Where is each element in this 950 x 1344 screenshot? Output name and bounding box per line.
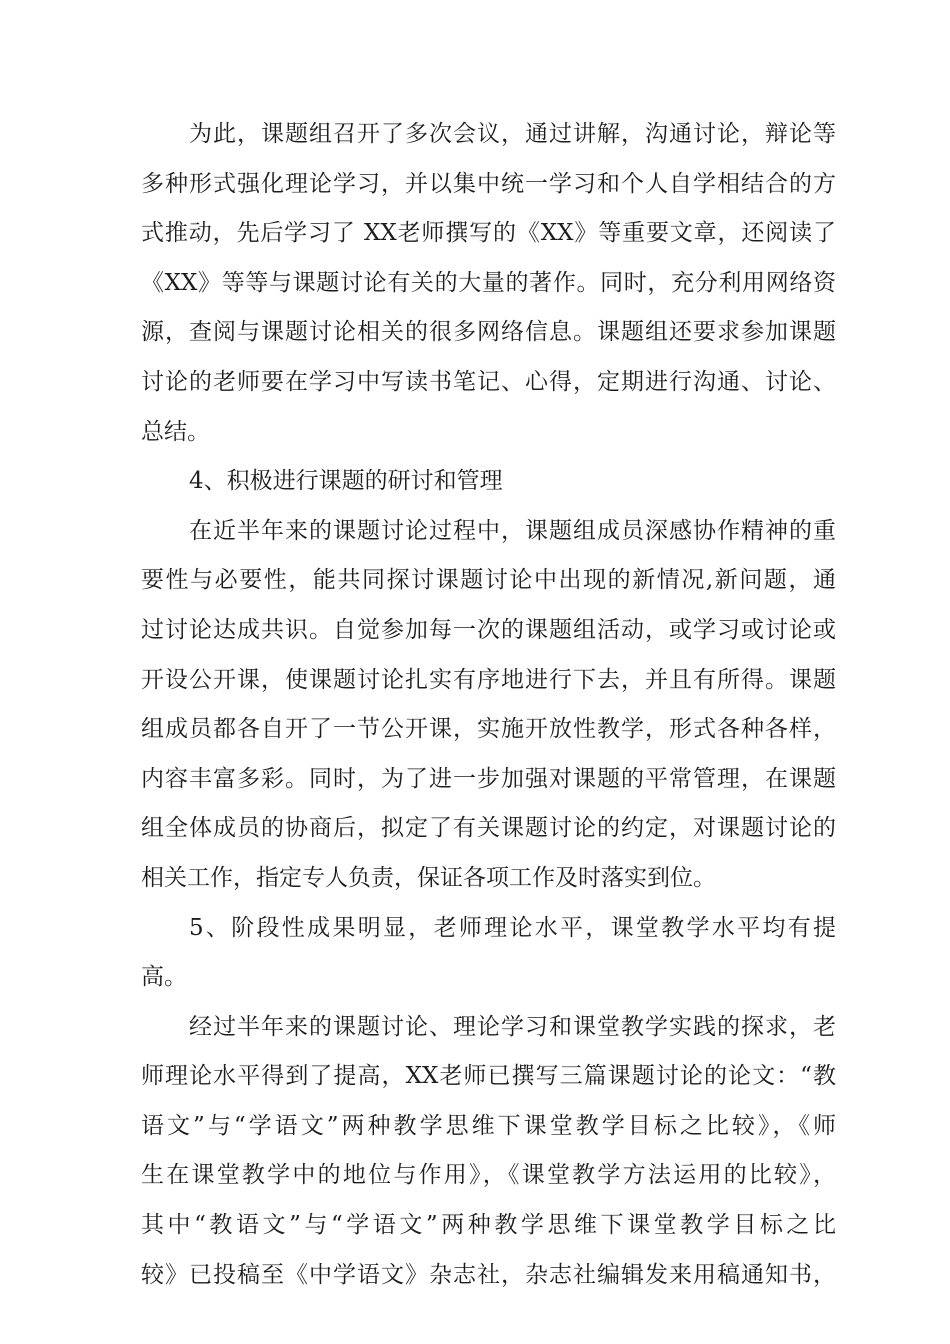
paragraph-line: 语文”与“学语文”两种教学思维下课堂教学目标之比较》，《师 [141, 1112, 836, 1139]
paragraph-line: 组成员都各自开了一节公开课，实施开放性教学，形式各种各样， [141, 716, 836, 743]
paragraph-line: 讨论的老师要在学习中写读书笔记、心得，定期进行沟通、讨论、 [141, 368, 836, 395]
section-heading: 5、阶段性成果明显，老师理论水平，课堂教学水平均有提 [189, 914, 836, 941]
paragraph-line: 总结。 [141, 418, 210, 445]
paragraph-line: 过讨论达成共识。自觉参加每一次的课题组活动，或学习或讨论或 [141, 616, 836, 643]
paragraph-line: 为此，课题组召开了多次会议，通过讲解，沟通讨论，辩论等 [189, 121, 836, 147]
paragraph-line: 师理论水平得到了提高，XX老师已撰写三篇课题讨论的论文：“教 [141, 1063, 836, 1090]
section-heading: 高。 [141, 964, 187, 991]
paragraph-line: 内容丰富多彩。同时，为了进一步加强对课题的平常管理，在课题 [141, 765, 836, 792]
body-text [141, 110, 836, 1300]
paragraph-line: 在近半年来的课题讨论过程中，课题组成员深感协作精神的重 [189, 517, 836, 544]
paragraph-line: 相关工作，指定专人负责，保证各项工作及时落实到位。 [141, 864, 716, 891]
paragraph-line: 其中“教语文”与“学语文”两种教学思维下课堂教学目标之比 [141, 1212, 836, 1239]
paragraph-line: 式推动，先后学习了 XX老师撰写的《XX》等重要文章，还阅读了 [141, 220, 836, 247]
paragraph-line: 开设公开课，使课题讨论扎实有序地进行下去，并且有所得。课题 [141, 666, 836, 693]
paragraph-line: 要性与必要性，能共同探讨课题讨论中出现的新情况,新问题，通 [141, 567, 836, 594]
paragraph-line: 经过半年来的课题讨论、理论学习和课堂教学实践的探求，老 [189, 1013, 836, 1040]
paragraph-line: 《XX》等等与课题讨论有关的大量的著作。同时，充分利用网络资 [141, 269, 836, 296]
paragraph-line: 源，查阅与课题讨论相关的很多网络信息。课题组还要求参加课题 [141, 319, 836, 346]
paragraph-line: 多种形式强化理论学习，并以集中统一学习和个人自学相结合的方 [141, 170, 836, 197]
paragraph-line: 组全体成员的协商后，拟定了有关课题讨论的约定，对课题讨论的 [141, 815, 836, 842]
paragraph-line: 较》已投稿至《中学语文》杂志社，杂志社编辑发来用稿通知书， [141, 1261, 836, 1288]
paragraph-line: 生在课堂教学中的地位与作用》，《课堂教学方法运用的比较》， [141, 1162, 836, 1189]
section-heading: 4、积极进行课题的研讨和管理 [189, 468, 503, 495]
